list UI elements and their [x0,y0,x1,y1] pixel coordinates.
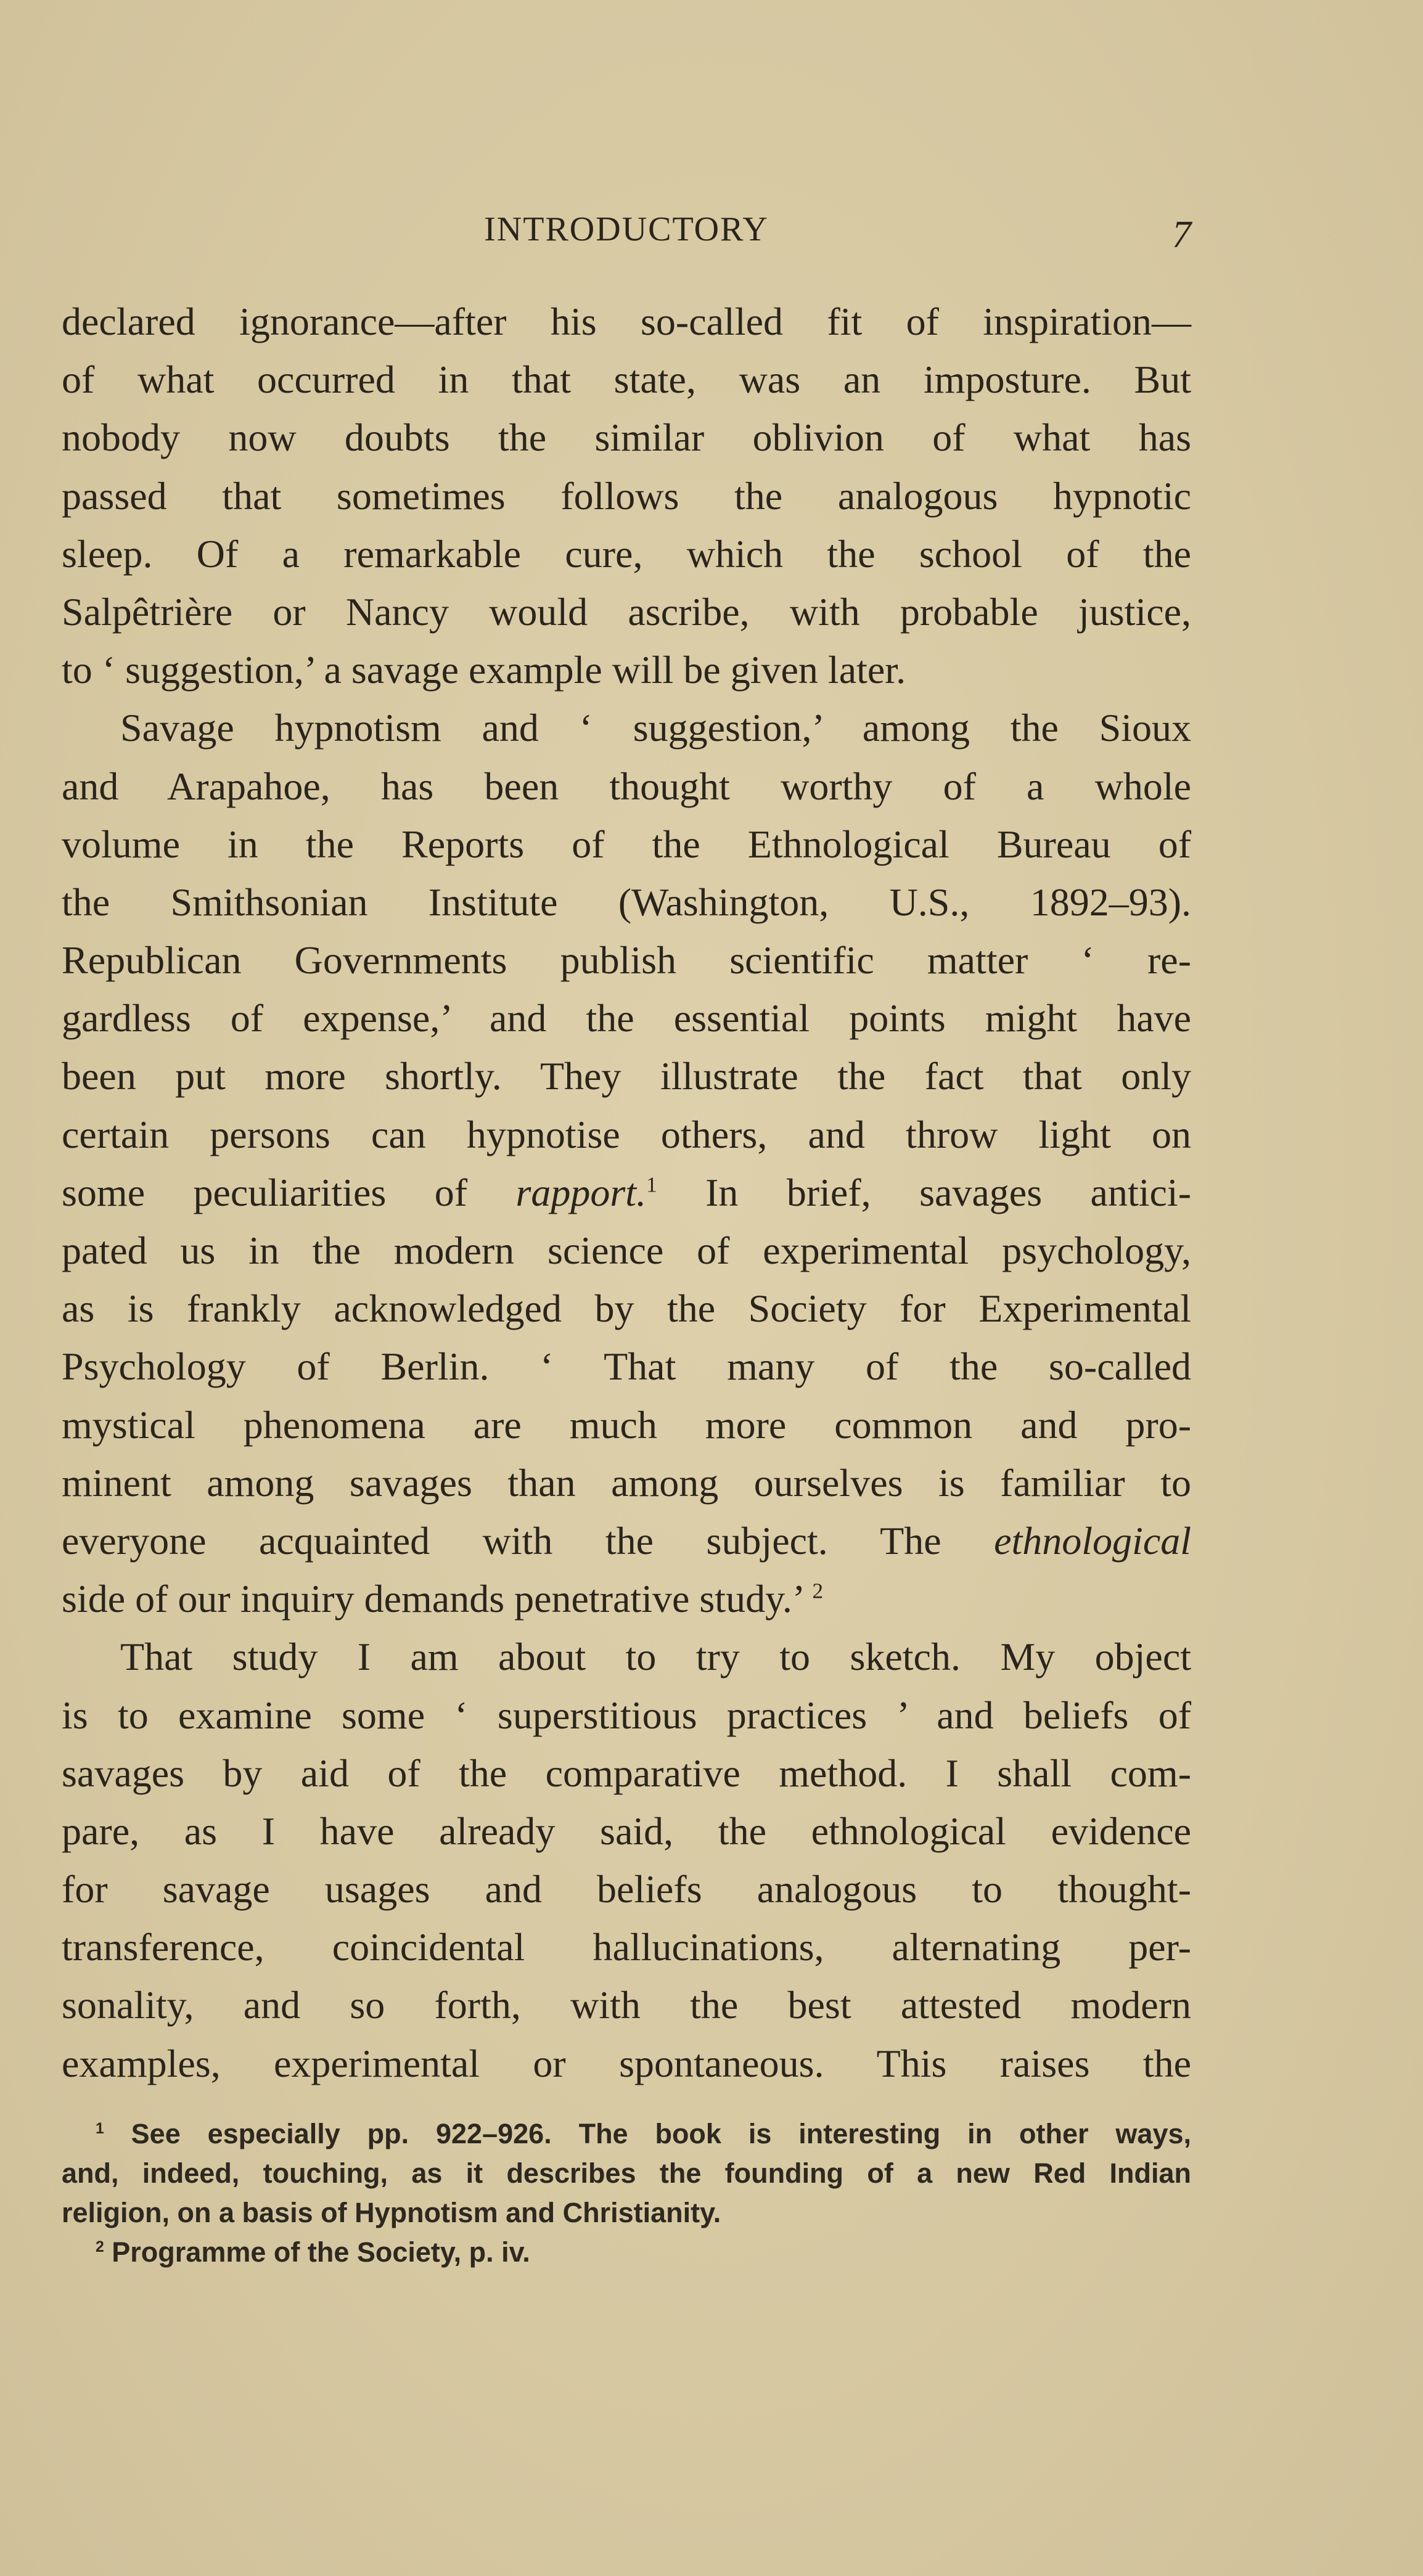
footnote-1 [62,2114,1191,2154]
text-line: savages by aid of the comparative method. I shall com- [62,1751,1191,1795]
text-line: examples, experimental or spontaneous. This raises the [62,2041,1191,2085]
text-line: pare, as I have already said, the ethnological evidence [62,1809,1191,1853]
text-line: Savage hypnotism and ‘ suggestion,’ among the Sioux [120,706,1191,750]
text-line: minent among savages than among ourselves is familiar to [62,1460,1191,1505]
footnote-text: Programme of the Society, p. iv. [112,2236,530,2268]
footnote-line: religion, on a basis of Hypnotism and Christianity. [62,2197,721,2228]
text-line: sonality, and so forth, with the best attested modern [62,1983,1191,2027]
body-text [62,293,1191,2093]
text-line: is to examine some ‘ superstitious practices ’ and beliefs of [62,1693,1191,1737]
text-line: sleep. Of a remarkable cure, which the school of the [62,531,1191,576]
text-line: as is frankly acknowledged by the Society for Experimental [62,1286,1191,1331]
running-head [62,210,1191,259]
footnotes [62,2114,1191,2272]
text-line: That study I am about to try to sketch. My object [120,1635,1191,1679]
footnote-text: See especially pp. 922–926. The book is interesting in other ways, [131,2118,1191,2149]
footnote-ref: 2 [812,1579,824,1603]
text-line: pated us in the modern science of experimental psychology, [62,1229,1191,1272]
text-fragment: In brief, savages antici- [705,1170,1192,1214]
text-fragment: everyone acquainted with the subject. The [62,1518,941,1563]
footnote-line: and, indeed, touching, as it describes the founding of a new Red Indian [62,2157,1191,2189]
text-line: declared ignorance—after his so-called fit of inspiration— [62,300,1191,343]
page-number: 7 [1172,214,1191,256]
text-line: the Smithsonian Institute (Washington, U.S., 1892–93). [62,880,1191,924]
text-line: certain persons can hypnotise others, and throw light on [62,1112,1191,1156]
footnote-2 [62,2233,1191,2272]
text-fragment: side of our inquiry demands penetrative study.’ [62,1577,803,1621]
text-line: Psychology of Berlin. ‘ That many of the so-called [62,1344,1191,1389]
text-line: gardless of expense,’ and the essential points might have [62,996,1191,1041]
text-line: nobody now doubts the similar oblivion of what has [62,415,1191,460]
text-line: transference, coincidental hallucinations, alternating per- [62,1925,1191,1969]
text-line [62,1570,1191,1628]
text-line: passed that sometimes follows the analogous hypnotic [62,473,1191,518]
footnote-ref: 1 [646,1172,657,1197]
running-title: INTRODUCTORY [484,210,769,248]
text-line: mystical phenomena are much more common and pro- [62,1402,1191,1447]
text-line [62,1164,1191,1222]
footnote-marker: 1 [96,2120,104,2137]
text-fragment: some peculiarities of [62,1170,468,1214]
text-line: been put more shortly. They illustrate the fact that only [62,1054,1191,1098]
text-line: Republican Governments publish scientific matter ‘ re- [62,938,1191,983]
italic-term: rapport. [515,1170,647,1214]
italic-term: ethnological [994,1518,1192,1563]
text-line: volume in the Reports of the Ethnological Bureau of [62,822,1191,866]
text-line [62,1512,1191,1570]
text-line: of what occurred in that state, was an imposture. But [62,358,1191,402]
text-line: to ‘ suggestion,’ a savage example will be given later. [62,648,906,692]
text-line: Salpêtrière or Nancy would ascribe, with probable justice, [62,589,1191,634]
footnote-marker: 2 [96,2239,104,2255]
text-line: and Arapahoe, has been thought worthy of a whole [62,764,1191,808]
text-line: for savage usages and beliefs analogous to thought- [62,1867,1191,1912]
